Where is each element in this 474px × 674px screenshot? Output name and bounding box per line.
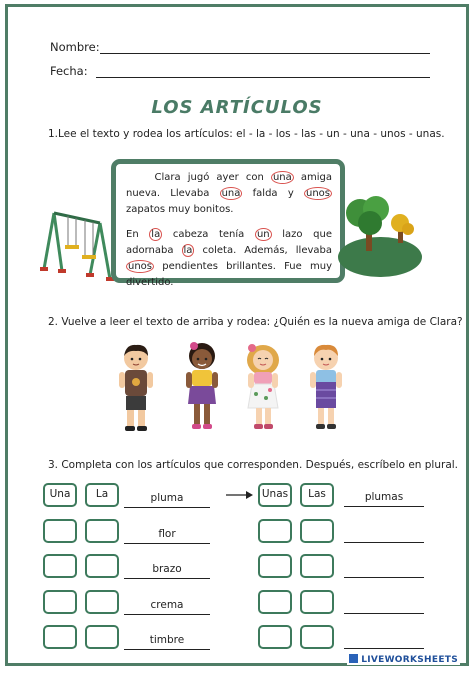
children-options bbox=[8, 342, 466, 442]
noun-word: crema bbox=[150, 599, 184, 611]
text-fragment: zapatos muy bonitos. bbox=[126, 204, 234, 216]
plural-underline bbox=[344, 542, 424, 543]
article-box-singular-1[interactable] bbox=[43, 519, 77, 543]
reading-paragraph-1 bbox=[126, 170, 332, 219]
girl-blonde-icon[interactable] bbox=[240, 342, 286, 434]
date-line[interactable] bbox=[96, 77, 430, 78]
exercise-2-instruction: 2. Vuelve a leer el texto de arriba y rodea: ¿Quién es la nueva amiga de Clara? bbox=[48, 316, 463, 328]
liveworksheets-logo bbox=[347, 654, 460, 665]
date-label: Fecha: bbox=[50, 64, 88, 78]
article-box-singular-1[interactable] bbox=[43, 625, 77, 649]
exercise-3-instruction: 3. Completa con los artículos que corresponden. Después, escríbelo en plural. bbox=[48, 459, 459, 471]
article-box-plural-1[interactable] bbox=[258, 519, 292, 543]
article-box-plural-2[interactable] bbox=[300, 554, 334, 578]
article-box-plural-1[interactable] bbox=[258, 554, 292, 578]
article-una[interactable]: una bbox=[272, 172, 292, 183]
article-la[interactable]: la bbox=[151, 228, 161, 240]
article-unos[interactable]: unos bbox=[128, 261, 153, 273]
text-fragment: cabeza tenía bbox=[162, 228, 255, 240]
text-fragment: coleta. Además, llevaba bbox=[194, 244, 333, 256]
article-box-singular-1[interactable]: Una bbox=[43, 483, 77, 507]
park-tree-icon bbox=[330, 193, 422, 279]
noun-underline bbox=[124, 614, 210, 615]
noun-word: pluma bbox=[150, 492, 184, 504]
reading-paragraph-2 bbox=[126, 227, 332, 292]
article-box-singular-2[interactable]: La bbox=[85, 483, 119, 507]
article-box-singular-2[interactable] bbox=[85, 554, 119, 578]
article-un[interactable]: un bbox=[256, 228, 270, 240]
name-line[interactable] bbox=[100, 53, 430, 54]
worksheet bbox=[5, 4, 469, 666]
footer-brand: LIVEWORKSHEETS bbox=[361, 655, 458, 665]
article-box-plural-2[interactable] bbox=[300, 519, 334, 543]
article-box-plural-1[interactable]: Unas bbox=[258, 483, 292, 507]
plural-answer[interactable]: plumas bbox=[364, 491, 404, 503]
noun-underline bbox=[124, 649, 210, 650]
article-box-singular-2[interactable] bbox=[85, 519, 119, 543]
plural-underline bbox=[344, 506, 424, 507]
noun-underline bbox=[124, 578, 210, 579]
article-box-singular-2[interactable] bbox=[85, 590, 119, 614]
plural-underline bbox=[344, 648, 424, 649]
plural-underline bbox=[344, 613, 424, 614]
plural-underline bbox=[344, 577, 424, 578]
name-label: Nombre: bbox=[50, 40, 100, 54]
noun-word: timbre bbox=[149, 634, 185, 646]
article-box-singular-1[interactable] bbox=[43, 590, 77, 614]
text-fragment: amiga nueva. Llevaba bbox=[126, 172, 332, 200]
swing-set-icon bbox=[38, 209, 120, 281]
article-box-singular-1[interactable] bbox=[43, 554, 77, 578]
text-fragment: pendientes brillantes. Fue muy divertido. bbox=[126, 261, 332, 289]
noun-word: brazo bbox=[152, 563, 182, 575]
text-fragment: lazo que adornaba bbox=[126, 228, 333, 256]
noun-underline bbox=[124, 507, 210, 508]
boy-ginger-icon[interactable] bbox=[304, 342, 348, 434]
boy-icon[interactable] bbox=[114, 342, 158, 434]
text-fragment: En bbox=[126, 228, 150, 240]
text-fragment: falda y bbox=[242, 188, 304, 200]
article-box-plural-1[interactable] bbox=[258, 625, 292, 649]
article-box-singular-2[interactable] bbox=[85, 625, 119, 649]
noun-word: flor bbox=[158, 528, 176, 540]
reading-text-box bbox=[111, 159, 345, 289]
text-fragment: Clara jugó ayer con bbox=[154, 172, 271, 183]
article-box-plural-2[interactable] bbox=[300, 625, 334, 649]
article-unos[interactable]: unos bbox=[306, 188, 331, 200]
noun-underline bbox=[124, 543, 210, 544]
article-box-plural-2[interactable]: Las bbox=[300, 483, 334, 507]
exercise-1-instruction: 1.Lee el texto y rodea los artículos: el - la - los - las - un - una - unos - unas. bbox=[48, 128, 445, 140]
article-box-plural-2[interactable] bbox=[300, 590, 334, 614]
article-una[interactable]: una bbox=[221, 188, 241, 200]
arrow-icon bbox=[226, 490, 254, 500]
girl-dark-icon[interactable] bbox=[180, 342, 224, 434]
article-la[interactable]: la bbox=[183, 244, 193, 256]
article-box-plural-1[interactable] bbox=[258, 590, 292, 614]
page-title: LOS ARTÍCULOS bbox=[151, 97, 323, 118]
logo-icon bbox=[349, 654, 358, 663]
